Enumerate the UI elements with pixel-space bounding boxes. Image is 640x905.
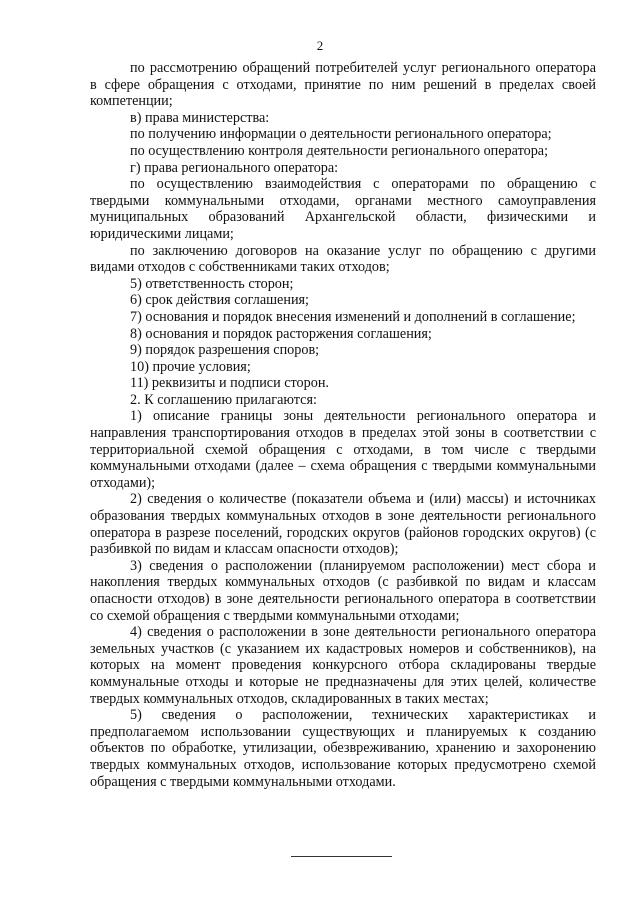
paragraph: 6) срок действия соглашения; — [130, 292, 309, 309]
paragraph: 2. К соглашению прилагаются: — [130, 391, 317, 408]
page-number: 2 — [316, 38, 324, 53]
paragraph: 1) описание границы зоны деятельности регионального оператора и направления транспортирования отходов в пределах этой зоны в соответствии с территориальной схемой обращения с отходами, в том числе с твердыми коммунальными отходами (далее – схема обращения с твердыми коммунальными отходами); — [90, 408, 596, 491]
paragraph: 4) сведения о расположении в зоне деятельности регионального оператора земельных участков (с указанием их кадастровых номеров и собственников), на которых на момент проведения конкурсного отбора складированы твердые коммунальные отходы и которые не предназначены для этих целей, количестве твердых коммунальных отходов, складированных в таких местах; — [90, 624, 596, 707]
paragraph: 7) основания и порядок внесения изменений и дополнений в соглашение; — [130, 308, 576, 325]
paragraph: по получению информации о деятельности регионального оператора; — [130, 126, 552, 143]
paragraph: по осуществлению контроля деятельности регионального оператора; — [130, 142, 549, 159]
paragraph: 11) реквизиты и подписи сторон. — [130, 375, 329, 392]
paragraph: в) права министерства: — [130, 109, 270, 126]
paragraph: 8) основания и порядок расторжения соглашения; — [130, 325, 432, 342]
paragraph: 2) сведения о количестве (показатели объема и (или) массы) и источниках образования твердых коммунальных отходов в зоне деятельности регионального оператора в разрезе поселений, городских округов (районов городских округов) (с разбивкой по видам и классам опасности отходов); — [90, 491, 596, 558]
paragraph: 5) сведения о расположении, технических характеристиках и предполагаемом использовании существующих и планируемых к созданию объектов по обработке, утилизации, обезвреживанию, хранению и захоронению твердых коммунальных отходов, использование которых предусмотрено схемой обращения с твердыми коммунальными отходами. — [90, 707, 596, 790]
document-body — [90, 60, 596, 790]
paragraph: по рассмотрению обращений потребителей услуг регионального оператора в сфере обращения с отходами, принятие по ним решений в пределах своей компетенции; — [90, 60, 596, 110]
paragraph: по заключению договоров на оказание услуг по обращению с другими видами отходов с собственниками таких отходов; — [90, 242, 596, 276]
paragraph: 10) прочие условия; — [130, 358, 251, 375]
paragraph: 9) порядок разрешения споров; — [130, 342, 320, 359]
paragraph: 5) ответственность сторон; — [130, 275, 294, 292]
paragraph: по осуществлению взаимодействия с операторами по обращению с твердыми коммунальными отходами, органами местного самоуправления муниципальных образований Архангельской области, физическими и юридическими лицами; — [90, 176, 596, 242]
paragraph: 3) сведения о расположении (планируемом расположении) мест сбора и накопления твердых коммунальных отходов (с разбивкой по видам и классам опасности отходов) в зоне деятельности регионального оператора в соответствии со схемой обращения с твердыми коммунальными отходами; — [90, 557, 596, 624]
paragraph: г) права регионального оператора: — [130, 159, 339, 176]
end-separator-line — [291, 856, 392, 857]
